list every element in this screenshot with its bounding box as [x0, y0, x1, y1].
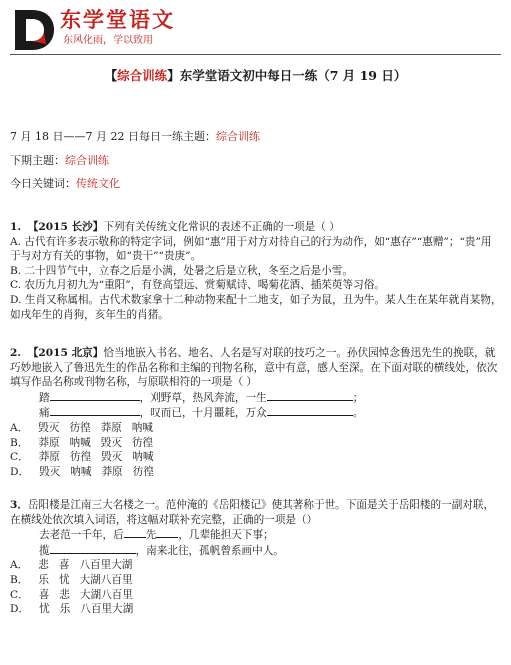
- fill-blank: [50, 405, 140, 416]
- option-word: 喜: [38, 588, 50, 601]
- option-d: [10, 602, 502, 617]
- option-word: 乐: [38, 573, 49, 586]
- option-b: [10, 573, 502, 588]
- title-text: 】东学堂语文初中每日一练（7 月 19 日）: [167, 68, 407, 83]
- option-word: 莽原: [100, 421, 122, 434]
- option-letter: B．: [10, 436, 29, 449]
- question-stem: 恰当地嵌入书名、地名、人名是写对联的技巧之一。孙伏园悼念鲁迅先生的挽联，就巧妙地嵌入了鲁迅先生的作品名称和主编的刊物名称，意中有意，感人至深。在下面对联的横线处，依次填写作品名称或刊物名称，与原联相符的一项是（ ）: [10, 347, 498, 389]
- option-b: B. 二十四节气中，立春之后是小满，处暑之后是立秋，冬至之后是小雪。: [10, 264, 353, 277]
- couplet-text: ，刈野草，热风奔流，一生: [139, 391, 267, 404]
- couplet-text: ，南来北往，孤帆曾系画中人。: [135, 544, 284, 557]
- option-word: 大湖八百里: [79, 588, 133, 601]
- option-word: 八百里大湖: [80, 603, 134, 616]
- option-word: 毁灭: [38, 421, 60, 434]
- question-number: 3．: [10, 499, 28, 511]
- option-a: [10, 421, 502, 436]
- option-word: 乐: [59, 603, 71, 616]
- option-c: [10, 450, 502, 465]
- question-source: 【2015 北京】: [27, 347, 104, 359]
- option-word: 毁灭: [101, 451, 123, 464]
- brand-logo-icon: [12, 8, 56, 52]
- option-d: [10, 465, 502, 480]
- option-b: [10, 436, 502, 451]
- theme-period-label: 7 月 18 日——7 月 22 日每日一练主题：: [10, 130, 216, 143]
- option-word: 彷徨: [132, 465, 154, 478]
- brand-slogan: 东风化雨，学以致用: [63, 35, 153, 46]
- option-word: 彷徨: [131, 436, 154, 449]
- option-word: 呐喊: [131, 421, 153, 434]
- couplet-text: 痛: [39, 407, 50, 420]
- question-stem: 岳阳楼是江南三大名楼之一。范仲淹的《岳阳楼记》使其著称于世。下面是关于岳阳楼的一副对联，在横线处依次填入词语，将这幅对联补充完整，正确的一项是（）: [10, 499, 495, 526]
- theme-period: [10, 130, 260, 144]
- question-1: [10, 220, 502, 322]
- option-word: 大湖八百里: [79, 573, 133, 586]
- option-a: [10, 558, 502, 573]
- option-word: 毁灭: [39, 465, 61, 478]
- option-letter: D．: [10, 603, 30, 616]
- option-a: A. 古代有许多表示敬称的特定字词，例如“惠”用于对方对待自己的行为动作，如“惠存”“惠赠”；“贵”用于与对方有关的事物，如“贵干”“贵庚”。: [10, 235, 492, 263]
- option-word: 呐喊: [69, 436, 91, 449]
- couplet-text: ，叹而已，十月噩耗，万众: [139, 407, 267, 420]
- question-stem: 下列有关传统文化常识的表述不正确的一项是（ ）: [103, 221, 340, 233]
- fill-blank: [267, 405, 353, 416]
- next-theme-label: 下期主题：: [10, 154, 65, 167]
- couplet-text: 去老范一千年，后: [39, 529, 124, 542]
- next-theme-value: 综合训练: [65, 154, 109, 167]
- option-word: 毁灭: [100, 436, 122, 449]
- question-3: [10, 498, 502, 617]
- question-number: 2.: [10, 347, 22, 359]
- question-number: 1.: [10, 221, 22, 233]
- couplet-text: 先: [145, 529, 157, 542]
- brand-title: 东学堂语文: [60, 8, 175, 32]
- option-word: 忧: [58, 573, 70, 586]
- option-word: 喜: [58, 559, 70, 572]
- fill-blank: [124, 527, 146, 538]
- option-word: 彷徨: [69, 451, 92, 464]
- couplet-text: ，几辈能担天下事；: [178, 529, 274, 542]
- option-word: 莽原: [101, 465, 123, 478]
- fill-blank: [50, 543, 136, 554]
- couplet-text: 踏: [39, 391, 50, 404]
- option-word: 呐喊: [70, 465, 92, 478]
- fill-blank: [156, 527, 178, 538]
- document-header: [0, 0, 511, 60]
- fill-blank: [267, 390, 353, 401]
- option-letter: D．: [10, 465, 30, 478]
- header-divider: [10, 54, 501, 55]
- today-keyword-label: 今日关键词：: [10, 177, 76, 190]
- title-bracket: 【: [104, 68, 118, 83]
- option-letter: A．: [10, 559, 29, 572]
- question-source: 【2015 长沙】: [27, 221, 104, 233]
- option-letter: B．: [10, 573, 29, 586]
- option-d: D. 生肖又称属相。古代术数家拿十二种动物来配十二地支，如子为鼠，丑为牛。某人生在某年就肖某物，如戌年生的肖狗，亥年生的肖猪。: [10, 293, 502, 321]
- theme-period-value: 综合训练: [215, 130, 260, 143]
- couplet-text: 揽: [39, 544, 50, 557]
- today-keyword: [10, 177, 120, 191]
- option-word: 呐喊: [132, 451, 154, 464]
- option-letter: C．: [10, 588, 29, 601]
- question-2: [10, 346, 502, 479]
- page-title: [0, 68, 511, 84]
- today-keyword-value: 传统文化: [76, 177, 120, 190]
- couplet-text: ；: [352, 391, 364, 404]
- fill-blank: [50, 390, 140, 401]
- option-word: 莽原: [38, 451, 60, 464]
- option-c: [10, 588, 502, 603]
- option-word: 彷徨: [69, 421, 91, 434]
- option-word: 悲: [59, 588, 70, 601]
- option-word: 莽原: [38, 436, 60, 449]
- title-topic: 综合训练: [117, 68, 168, 83]
- couplet-text: 。: [352, 407, 364, 420]
- option-word: 忧: [39, 603, 50, 616]
- option-c: C. 农历九月初九为“重阳”，有登高望远、赏菊赋诗、喝菊花酒、插茱萸等习俗。: [10, 279, 385, 292]
- next-theme: [10, 154, 109, 168]
- option-letter: C．: [10, 451, 29, 464]
- option-letter: A．: [10, 421, 29, 434]
- option-word: 八百里大湖: [79, 559, 133, 572]
- option-word: 悲: [38, 559, 49, 572]
